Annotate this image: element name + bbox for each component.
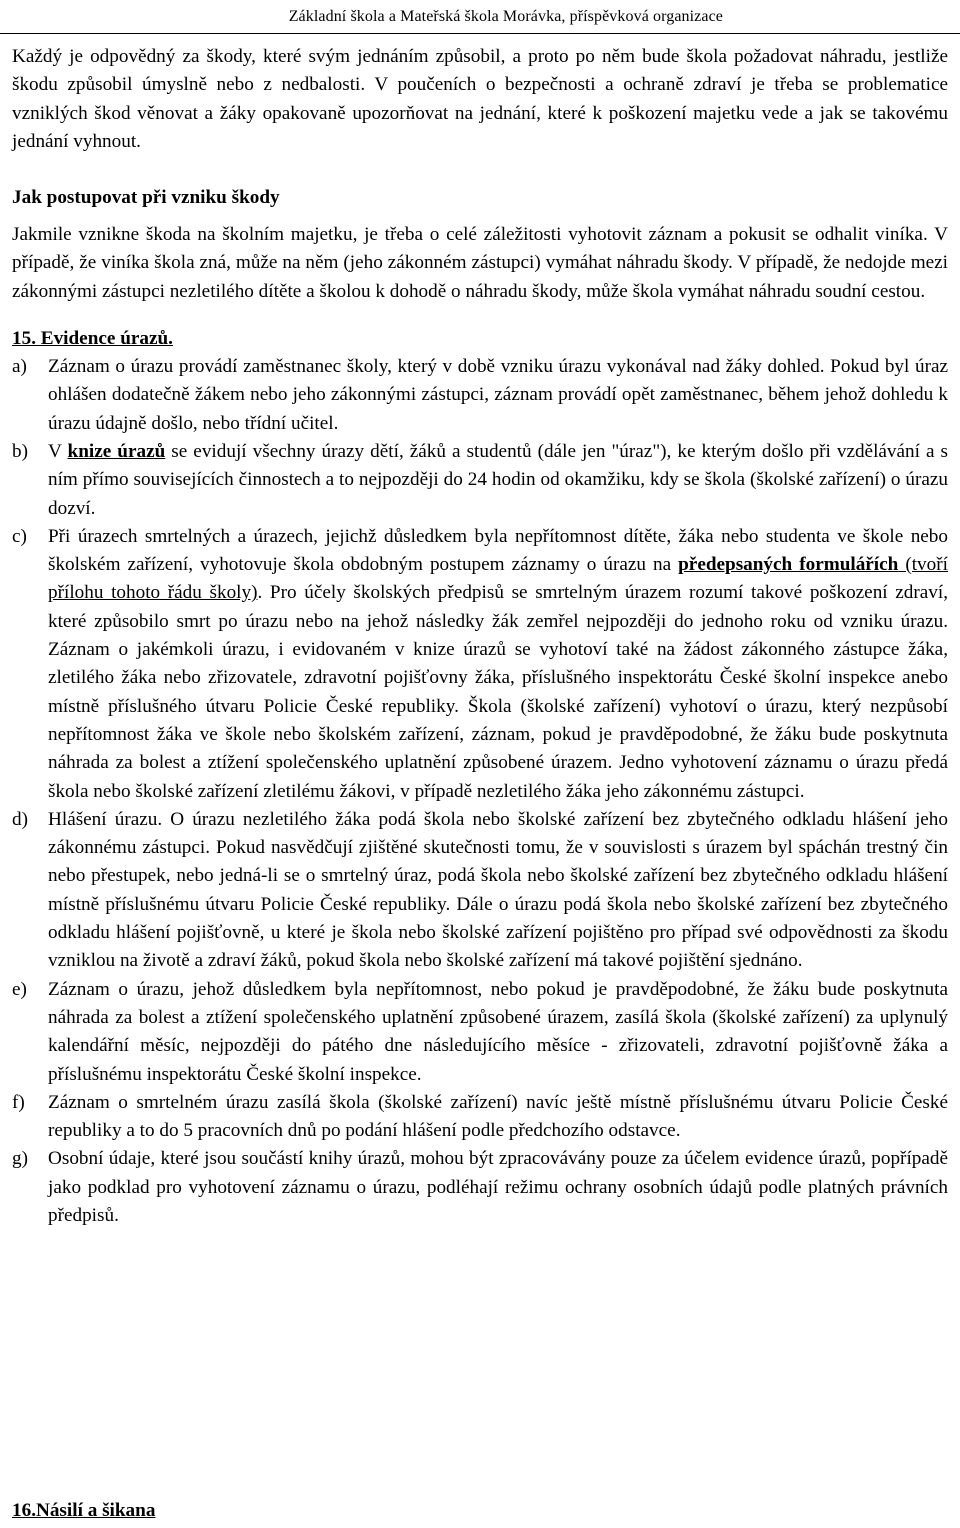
next-section-number: 16. (12, 1500, 36, 1521)
forms-emphasis: předepsaných formulářích (678, 554, 899, 576)
item-letter: d) (12, 808, 28, 830)
list-item-f (12, 1089, 948, 1146)
list-item-c (12, 523, 948, 806)
item-letter: c) (12, 525, 27, 547)
injury-heading (12, 325, 948, 353)
header-org-name: Základní škola a Mateřská škola Morávka, příspěvková organizace (288, 8, 723, 25)
item-text: Záznam o smrtelném úrazu zasílá škola (školské zařízení) navíc ještě místně příslušnému útvaru Policie České republiky a to do 5 pracovních dnů po podání hlášení podle předchozího odstavce. (48, 1091, 948, 1142)
item-text: Osobní údaje, které jsou součástí knihy úrazů, mohou být zpracovávány pouze za účelem evidence úrazů, popřípadě jako podklad pro vyhotovení záznamu o úrazu, podléhají režimu ochrany osobních údajů podle platných právních předpisů. (48, 1148, 948, 1226)
injury-section (12, 325, 948, 1230)
page-header (0, 7, 960, 34)
list-item-b (12, 438, 948, 523)
next-section-title: Násilí a šikana (35, 1500, 156, 1521)
damage-heading: Jak postupovat při vzniku škody (12, 187, 280, 209)
document-body (12, 43, 948, 1230)
item-text-post: . Pro účely školských předpisů se smrtelným úrazem rozumí takové poškození zdraví, které způsobilo smrt po úrazu nebo na jehož následky žák zemřel nejpozději do jednoho roku od vzniku úrazu. Záznam o jakémkoli úrazu, i evidovaném v knize úrazů se vyhotoví také na žádost zákonného zástupce žáka, zletilého žáka nebo zřizovatele, zdravotní pojišťovny žáka, příslušného inspektorátu České školní inspekce anebo místně příslušného útvaru Policie České republiky. Škola (školské zařízení) vyhotoví o úrazu, který nezpůsobí nepřítomnost žáka ve škole nebo školském zařízení, záznam, pokud je pravděpodobné, že žáku bude poskytnuta náhrada za bolest a ztížení společenského uplatnění způsobené úrazem. Jedno vyhotovení záznamu o úrazu předá škola nebo školské zařízení zletilému žákovi, v případě nezletilého žáka jeho zákonnému zástupci. (48, 582, 949, 802)
item-letter: g) (12, 1148, 28, 1170)
item-letter: a) (12, 356, 27, 378)
list-item-e (12, 976, 948, 1089)
item-text-pre: Při úrazech smrtelných a úrazech, jejichž důsledkem byla nepřítomnost dítěte, žáka nebo studenta ve škole nebo školském zařízení, vyhotovuje škola obdobným postupem záznamy o úrazu na (48, 525, 948, 576)
item-text (48, 523, 948, 806)
list-item-g (12, 1145, 948, 1230)
list-item-a (12, 353, 948, 438)
damage-section (12, 184, 948, 306)
damage-paragraph: Jakmile vznikne škoda na školním majetku, je třeba o celé záležitosti vyhotovit záznam a pokusit se odhalit viníka. V případě, že viníka škola zná, může na něm (jeho zákonném zástupci) vymáhat náhradu škody. V případě, že nedojde mezi zákonnými zástupci nezletilého dítěte a školou k dohodě o náhradu škody, může škola vymáhat náhradu soudní cestou. (12, 224, 948, 302)
item-letter: b) (12, 440, 28, 462)
item-text-pre: V (48, 440, 68, 462)
item-text-post: se evidují všechny úrazy dětí, žáků a studentů (dále jen "úraz"), ke kterým došlo při vzdělávání a s ním přímo souvisejících činnostech a to nejpozději do 24 hodin od okamžiku, kdy se škola (školské zařízení) o úrazu dozví. (48, 440, 948, 519)
item-text: Záznam o úrazu provádí zaměstnanec školy, který v době vzniku úrazu vykonával nad žáky dohled. Pokud byl úraz ohlášen dodatečně žákem nebo jeho zákonnými zástupci, záznam provádí opět zaměstnanec, během jehož dohledu k úrazu údajně došlo, nebo třídní učitel. (48, 356, 948, 434)
book-of-injuries-emphasis: knize úrazů (67, 440, 166, 462)
item-text: Záznam o úrazu, jehož důsledkem byla nepřítomnost, nebo pokud je pravděpodobné, že žáku bude poskytnuta náhrada za bolest a ztížení společenského uplatnění způsobené úrazem, zasílá škola (školské zařízení) za uplynulý kalendářní měsíc, nejpozději do pátého dne následujícího měsíce - zřizovateli, zdravotní pojišťovně žáka a příslušnému inspektorátu České školní inspekce. (48, 978, 948, 1085)
list-item-d (12, 806, 948, 976)
item-text (48, 438, 948, 523)
intro-paragraph: Každý je odpovědný za škody, které svým jednáním způsobil, a proto po něm bude škola požadovat náhradu, jestliže škodu způsobil úmyslně nebo z nedbalosti. V poučeních o bezpečnosti a ochraně zdraví je třeba se problematice vzniklých škod věnovat a žáky opakovaně upozorňovat na jednání, které k poškození majetku vede a jak se takovému jednání vyhnout. (12, 46, 948, 152)
next-section-heading (12, 1500, 155, 1522)
item-letter: f) (12, 1091, 25, 1113)
item-letter: e) (12, 978, 27, 1000)
appendix-note: (tvoří přílohu tohoto řádu školy) (48, 554, 948, 604)
injury-heading-text: 15. Evidence úrazů. (12, 328, 173, 350)
item-text: Hlášení úrazu. O úrazu nezletilého žáka podá škola nebo školské zařízení bez zbytečného odkladu hlášení jeho zákonnému zástupci. Pokud nasvědčují zjištěné skutečnosti tomu, že v souvislosti s úrazem byl spáchán trestný čin nebo přestupek, nebo jedná-li se o smrtelný úraz, podá škola nebo školské zařízení bez zbytečného odkladu hlášení místně příslušnému útvaru Policie České republiky. Dále o úrazu podá škola nebo školské zařízení bez zbytečného odkladu hlášení pojišťovně, u které je škola nebo školské zařízení pojištěno pro případ své odpovědnosti za škodu vzniklou na životě a zdraví žáků, pokud škola nebo školské zařízení má takové pojištění sjednáno. (48, 808, 948, 972)
